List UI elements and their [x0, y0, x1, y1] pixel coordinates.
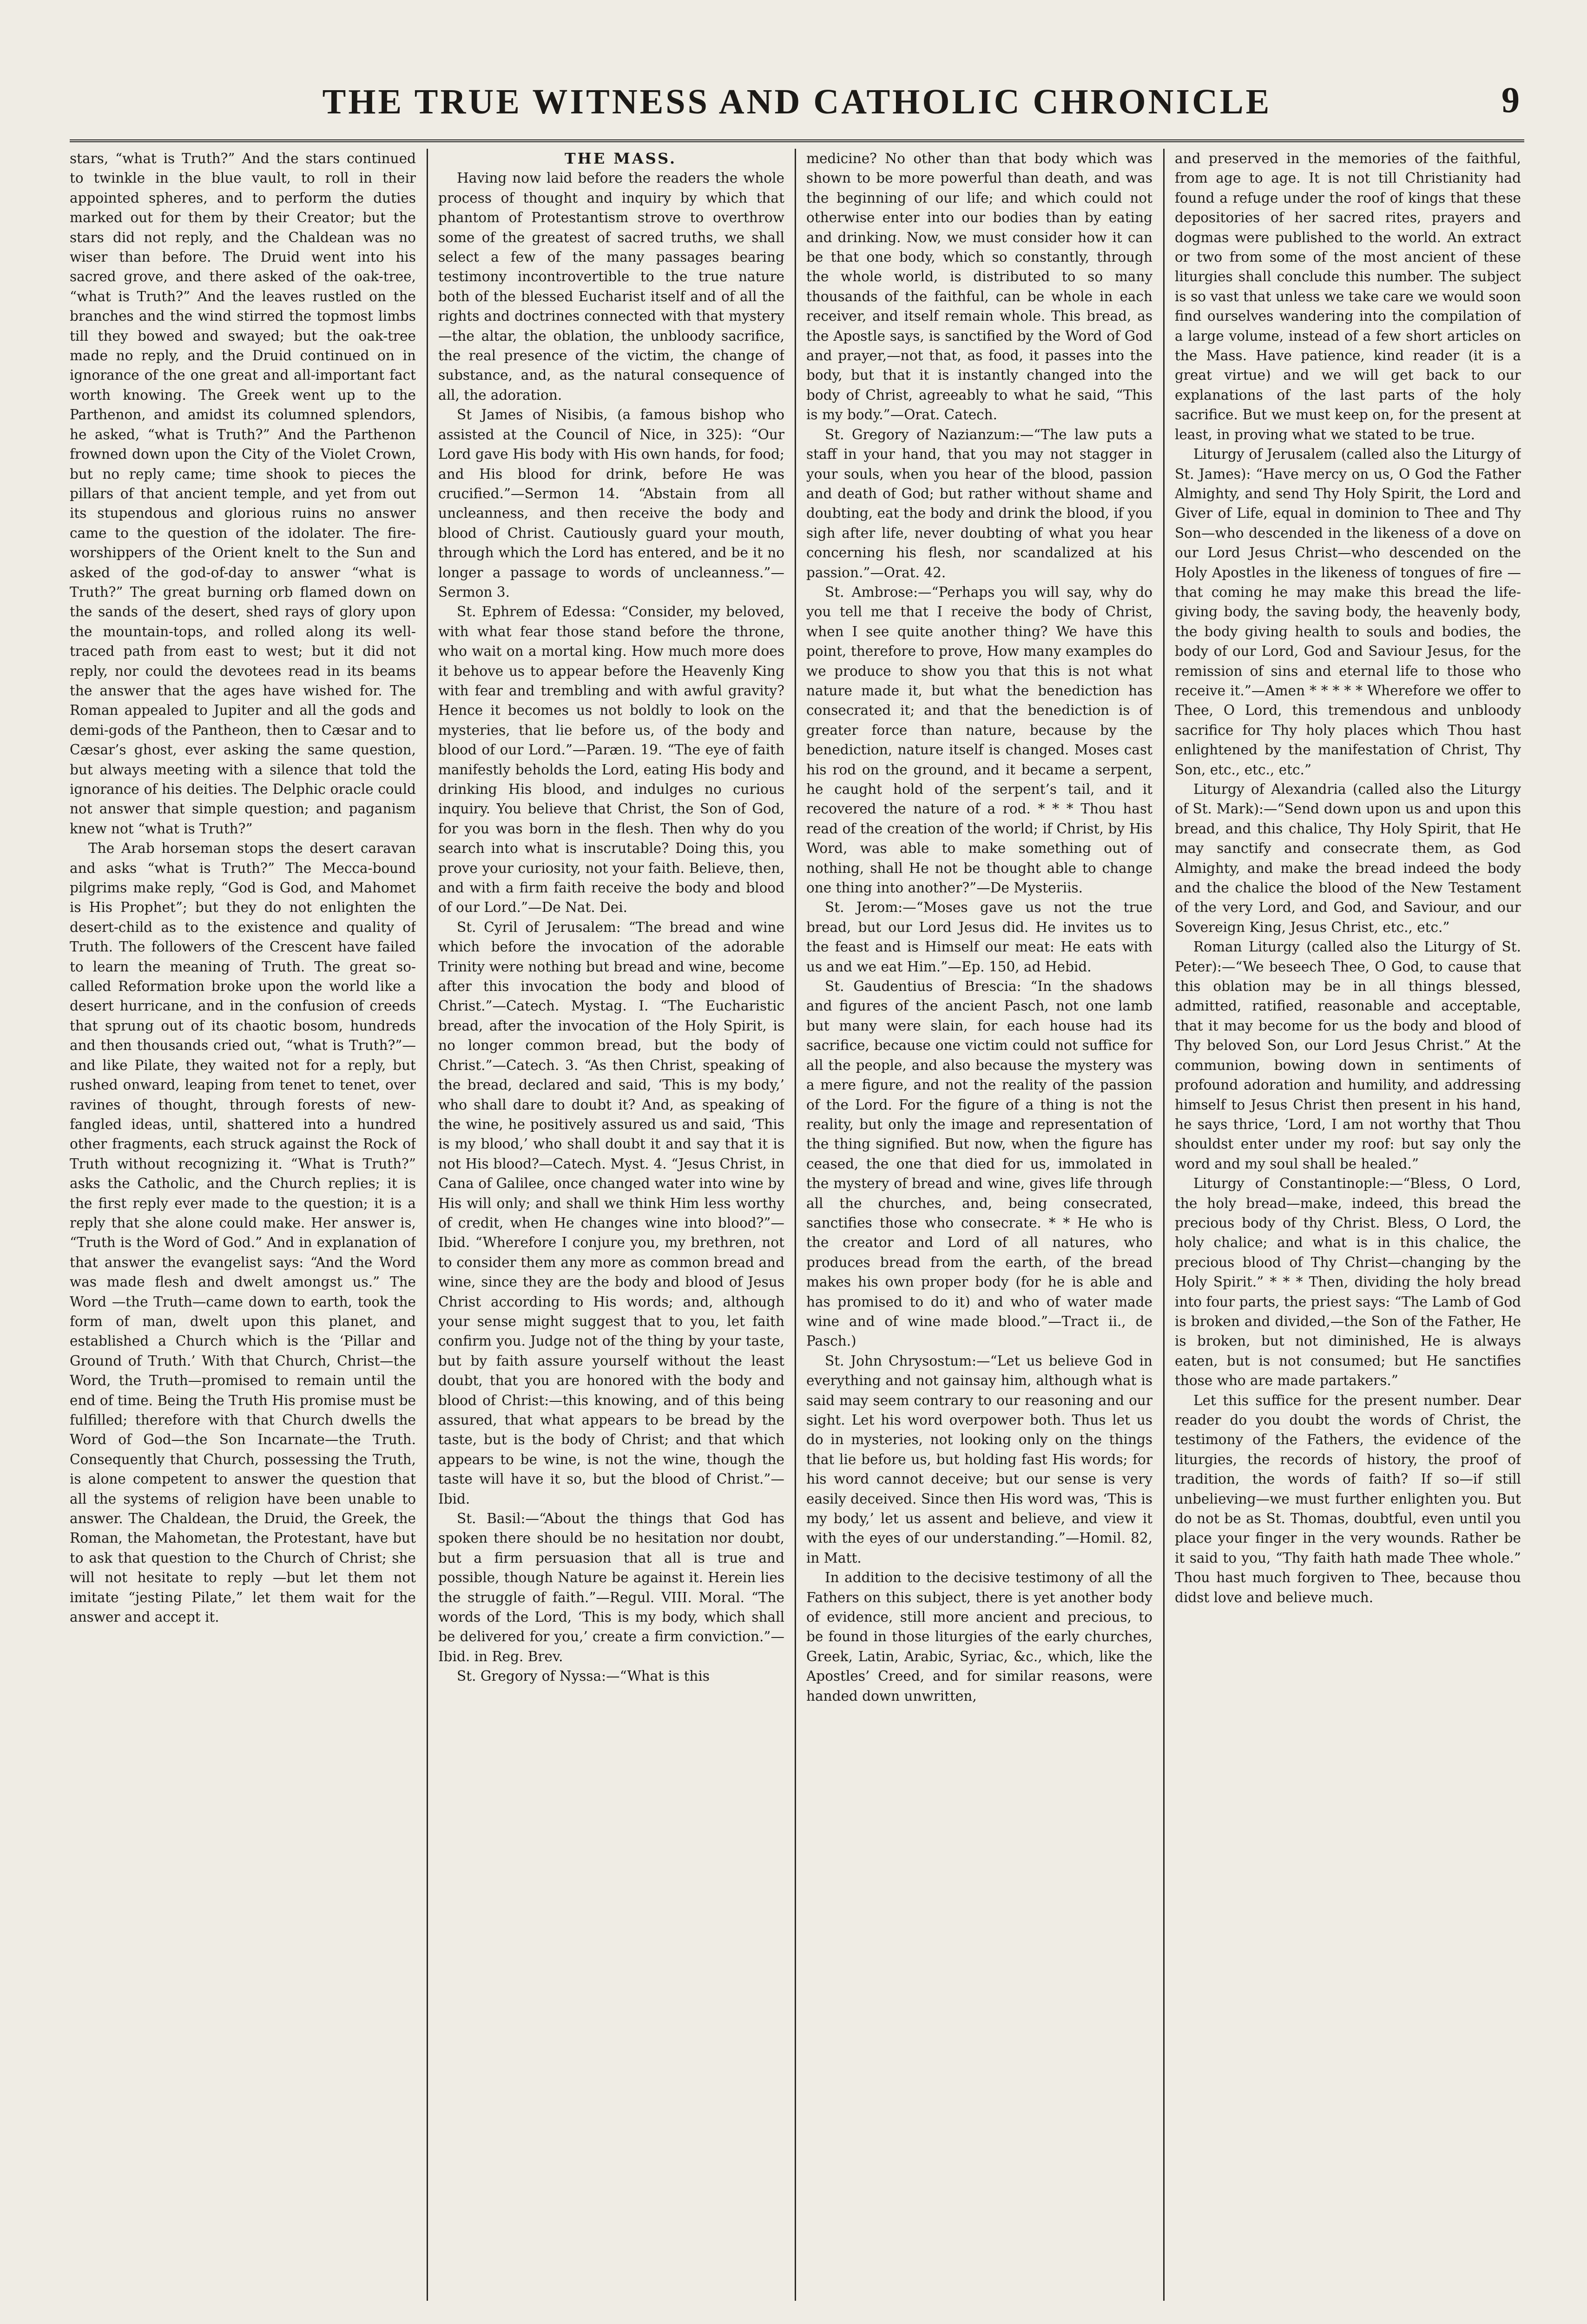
newspaper-title: THE TRUE WITNESS AND CATHOLIC CHRONICLE [322, 82, 1272, 121]
column-3 [806, 149, 1152, 2310]
page-number: 9 [1501, 79, 1520, 120]
paragraph: St. Basil:—“About the things that God has spoken there should be no hesitation nor doubt, but a firm persuasion that all is true and possible, though Nature be against it. Herein lies the struggle of faith.”—Regul. VIII. Moral. “The words of the Lord, ‘This is my body, which shall be delivered for you,’ create a firm conviction.”—Ibid. in Reg. Brev. [438, 1511, 784, 1664]
column-divider [427, 149, 428, 2301]
column-divider [1163, 149, 1165, 2301]
paragraph: Roman Liturgy (called also the Liturgy of St. Peter):—“We beseech Thee, O God, to cause that this oblation may be in all things blessed, admitted, ratified, reasonable and acceptable, that it may become for us the body and blood of Thy beloved Son, our Lord Jesus Christ.” At the communion, bowing down in sentiments of profound adoration and humility, and addressing himself to Jesus Christ then present in his hand, he says thrice, ‘Lord, I am not worthy that Thou shouldst enter under my roof: but say only the word and my soul shall be healed.” [1175, 939, 1521, 1172]
paragraph: St. Gregory of Nyssa:—“What is this [457, 1668, 710, 1684]
masthead [70, 70, 1524, 142]
paragraph: St. Gregory of Nazianzum:—“The law puts a staff in your hand, that you may not stagger in your souls, when you hear of the blood, passion and death of God; but rather without shame and doubting, eat the body and drink the blood, if you sigh after life, never doubting of what you hear concerning his flesh, nor scandalized at his passion.”—Orat. 42. [806, 426, 1152, 581]
paragraph: Having now laid before the readers the whole process of thought and inquiry by which that phantom of Protestantism strove to overthrow some of the greatest of sacred truths, we shall select a few of the many passages bearing testimony incontrovertible to the true nature both of the blessed Eucharist itself and of all the rights and doctrines connected with that mystery—the altar, the oblation, the unbloody sacrifice, the real presence of the victim, the change of substance, and, as the natural consequence of all, the adoration. [438, 170, 784, 403]
article-columns [70, 149, 1524, 2310]
column-2 [438, 149, 784, 2310]
paragraph: and preserved in the memories of the faithful, from age to age. It is not till Christianity had found a refuge under the roof of kings that these depositories of her sacred rites, prayers and dogmas were published to the world. An extract or two from some of the most ancient of these liturgies shall conclude this number. The subject is so vast that unless we take care we would soon find ourselves wandering into the compilation of a large volume, instead of a few short articles on the Mass. Have patience, kind reader (it is a great virtue) and we will get back to our explanations of the last parts of the holy sacrifice. But we must keep on, for the present at least, in proving what we stated to be true. [1175, 151, 1521, 442]
paragraph: In addition to the decisive testimony of all the Fathers on this subject, there is yet another body of evidence, still more ancient and precious, to be found in those liturgies of the early churches, Greek, Latin, Arabic, Syriac, &c., which, like the Apostles’ Creed, and for similar reasons, were handed down unwritten, [806, 1570, 1152, 1704]
paragraph: Liturgy of Jerusalem (called also the Liturgy of St. James): “Have mercy on us, O God the Father Almighty, and send Thy Holy Spirit, the Lord and Giver of Life, equal in dominion to Thee and Thy Son—who descended in the likeness of a dove on our Lord Jesus Christ—who descended on the Holy Apostles in the likeness of tongues of fire —that coming he may make this bread the life-giving body, the saving body, the heavenly body, the body giving health to souls and bodies, the body of our Lord, God and Saviour Jesus, for the remission of sins and eternal life to those who receive it.”—Amen * * * * * Wherefore we offer to Thee, O Lord, this tremendous and unbloody sacrifice for Thy holy places which Thou hast enlightened by the manifestation of Christ, Thy Son, etc., etc., etc.” [1175, 446, 1521, 778]
paragraph: Let this suffice for the present number. Dear reader do you doubt the words of Christ, the testimony of the Fathers, the evidence of the liturgies, the records of history, the proof of tradition, the words of faith? If so—if still unbelieving—we must further enlighten you. But do not be as St. Thomas, doubtful, even until you place your finger in the very wounds. Rather be it said to you, “Thy faith hath made Thee whole.” Thou hast much forgiven to Thee, because thou didst love and believe much. [1175, 1392, 1521, 1605]
paragraph: Liturgy of Constantinople:—“Bless, O Lord, the holy bread—make, indeed, this bread the precious body of thy Christ. Bless, O Lord, the holy chalice; and what is in this chalice, the precious blood of Thy Christ—changing by the Holy Spirit.” * * * Then, dividing the holy bread into four parts, the priest says: “The Lamb of God is broken and divided,—the Son of the Father, He is broken, but not diminished, He is always eaten, but is not consumed; but He sanctifies those who are made partakers.” [1175, 1175, 1521, 1389]
paragraph: St. John Chrysostum:—“Let us believe God in everything and not gainsay him, although what is said may seem contrary to our reasoning and our sight. Let his word overpower both. Thus let us do in mysteries, not looking only on the things that lie before us, but holding fast His words; for his word cannot deceive; but our sense is very easily deceived. Since then His word was, ‘This is my body,’ let us assent and believe, and view it with the eyes of our understanding.”—Homil. 82, in Matt. [806, 1353, 1152, 1566]
paragraph: medicine? No other than that body which was shown to be more powerful than death, and was the beginning of our life; and which could not otherwise enter into our bodies than by eating and drinking. Now, we must consider how it can be that one body, which so constantly, through the whole world, is distributed to so many thousands of the faithful, can be whole in each receiver, and itself remain whole. This bread, as the Apostle says, is sanctified by the Word of God and prayer,—not that, as food, it passes into the body, but that it is instantly changed into the body of Christ, agreeably to what he said, “This is my body.”—Orat. Catech. [806, 151, 1152, 423]
column-1 [70, 149, 416, 2310]
paragraph: The Arab horseman stops the desert caravan and asks “what is Truth?” The Mecca-bound pilgrims make reply, “God is God, and Mahomet is His Prophet”; but they do not enlighten the desert-child as to the existence and quality of Truth. The followers of the Crescent have failed to learn the meaning of Truth. The great so-called Reformation broke upon the world like a desert hurricane, and in the confusion of creeds that sprung out of its chaotic bosom, hundreds and then thousands cried out, “what is Truth?”—and like Pilate, they waited not for a reply, but rushed onward, leaping from tenet to tenet, over ravines of thought, through forests of new-fangled ideas, until, shattered into a hundred other fragments, each struck against the Rock of Truth without recognizing it. “What is Truth?” asks the Catholic, and the Church replies; it is the first reply ever made to the question; it is a reply that she alone could make. Her answer is, “Truth is the Word of God.” And in explanation of that answer the evangelist says: “And the Word was made flesh and dwelt amongst us.” The Word —the Truth—came down to earth, took the form of man, dwelt upon this planet, and established a Church which is the ‘Pillar and Ground of Truth.’ With that Church, Christ—the Word, the Truth—promised to remain until the end of time. Being the Truth His promise must be fulfilled; therefore with that Church dwells the Word of God—the Son Incarnate—the Truth. Consequently that Church, possessing the Truth, is alone competent to answer the question that all the systems of religion have been unable to answer. The Chaldean, the Druid, the Greek, the Roman, the Mahometan, the Protestant, have but to ask that question to the Church of Christ; she will not hesitate to reply —but let them not imitate “jesting Pilate,” let them wait for the answer and accept it. [70, 840, 416, 1625]
paragraph: Liturgy of Alexandria (called also the Liturgy of St. Mark):—“Send down upon us and upon this bread, and this chalice, Thy Holy Spirit, that He may sanctify and consecrate them, as God Almighty, and make the bread indeed the body and the chalice the blood of the New Testament of the very Lord, and God, and Saviour, and our Sovereign King, Jesus Christ, etc., etc.” [1175, 781, 1521, 935]
paragraph: St. Ambrose:—“Perhaps you will say, why do you tell me that I receive the body of Christ, when I see quite another thing? We have this point, therefore to prove, How many examples do we produce to show you that this is not what nature made it, but what the benediction has consecrated it; and that the benediction is of greater force than nature, because by the benediction, nature itself is changed. Moses cast his rod on the ground, and it became a serpent, he caught hold of the serpent’s tail, and it recovered the nature of a rod. * * * Thou hast read of the creation of the world; if Christ, by His Word, was able to make something out of nothing, shall He not be thought able to change one thing into another?”—De Mysteriis. [806, 584, 1152, 896]
paragraph: stars, “what is Truth?” And the stars continued to twinkle in the blue vault, to roll in their appointed spheres, and to perform the duties marked out for them by their Creator; but the stars did not reply, and the Chaldean was no wiser than before. The Druid went into his sacred grove, and there asked of the oak-tree, “what is Truth?” And the leaves rustled on the branches and the wind stirred the topmost limbs till they bowed and swayed; but the oak-tree made no reply, and the Druid continued on in ignorance of the one great and all-important fact worth knowing. The Greek went up to the Parthenon, and amidst its columned splendors, he asked, “what is Truth?” And the Parthenon frowned down upon the City of the Violet Crown, but no reply came; time shook to pieces the pillars of that ancient temple, and yet from out its stupendous and glorious ruins no answer came to the question of the idolater. The fire-worshippers of the Orient knelt to the Sun and asked of the god-of-day to answer “what is Truth?” The great burning orb flamed down on the sands of the desert, shed rays of glory upon the mountain-tops, and rolled along its well-traced path from east to west; but it did not reply, nor could the devotees read in its beams the answer that the ages have wished for. The Roman appealed to Jupiter and all the gods and demi-gods of the Pantheon, then to Cæsar and to Cæsar’s ghost, ever asking the same question, but always meeting with a silence that told the ignorance of his deities. The Delphic oracle could not answer that simple question; and paganism knew not “what is Truth?” [70, 151, 416, 837]
article-heading: THE MASS. [564, 150, 677, 167]
column-4 [1175, 149, 1521, 2310]
paragraph: St. Ephrem of Edessa: “Consider, my beloved, with what fear those stand before the throne, who wait on a mortal king. How much more does it behove us to appear before the Heavenly King with fear and trembling and with awful gravity? Hence it becomes us not boldly to look on the mysteries, that lie before us, of the body and blood of our Lord.”—Paræn. 19. “The eye of faith manifestly beholds the Lord, eating His body and drinking His blood, and indulges no curious inquiry. You believe that Christ, the Son of God, for you was born in the flesh. Then why do you search into what is inscrutable? Doing this, you prove your curiosity, not your faith. Believe, then, and with a firm faith receive the body and blood of our Lord.”—De Nat. Dei. [438, 604, 784, 916]
paragraph: St James of Nisibis, (a famous bishop who assisted at the Council of Nice, in 325): “Our Lord gave His body with His own hands, for food; and His blood for drink, before He was crucified.”—Sermon 14. “Abstain from all uncleanness, and then receive the body and blood of Christ. Cautiously guard your mouth, through which the Lord has entered, and be it no longer a passage to words of uncleanness.”—Sermon 3. [438, 407, 784, 600]
paragraph: St. Cyril of Jerusalem: “The bread and wine which before the invocation of the adorable Trinity were nothing but bread and wine, become after this invocation the body and blood of Christ.”—Catech. Mystag. I. “The Eucharistic bread, after the invocation of the Holy Spirit, is no longer common bread, but the body of Christ.”—Catech. 3. “As then Christ, speaking of the bread, declared and said, ‘This is my body,’ who shall dare to doubt it? And, as speaking of the wine, he positively assured us and said, ‘This is my blood,’ who shall doubt it and say that it is not His blood?—Catech. Myst. 4. “Jesus Christ, in Cana of Galilee, once changed water into wine by His will only; and shall we think Him less worthy of credit, when He changes wine into blood?”—Ibid. “Wherefore I conjure you, my brethren, not to consider them any more as common bread and wine, since they are the body and blood of Jesus Christ according to His words; and, although your sense might suggest that to you, let faith confirm you. Judge not of the thing by your taste, but by faith assure yourself without the least doubt, that you are honored with the body and blood of Christ:—this knowing, and of this being assured, that what appears to be bread by the taste, but is the body of Christ; and that which appears to be wine, is not the wine, though the taste will have it so, but the blood of Christ.”—Ibid. [438, 919, 784, 1507]
column-divider [795, 149, 796, 2301]
paragraph: St. Gaudentius of Brescia: “In the shadows and figures of the ancient Pasch, not one lamb but many were slain, for each house had its sacrifice, because one victim could not suffice for all the people, and also because the mystery was a mere figure, and not the reality of the passion of the Lord. For the figure of a thing is not the reality, but only the image and representation of the thing signified. But now, when the figure has ceased, the one that died for us, immolated in the mystery of bread and wine, gives life through all the churches, and, being consecrated, sanctifies those who consecrate. * * He who is the creator and Lord of all natures, who produces bread from the earth, of the bread makes his own proper body (for he is able and has promised to do it) and who of water made wine and of wine made blood.”—Tract ii., de Pasch.) [806, 978, 1152, 1349]
paragraph: St. Jerom:—“Moses gave us not the true bread, but our Lord Jesus did. He invites us to the feast and is Himself our meat: He eats with us and we eat Him.”—Ep. 150, ad Hebid. [806, 899, 1152, 975]
